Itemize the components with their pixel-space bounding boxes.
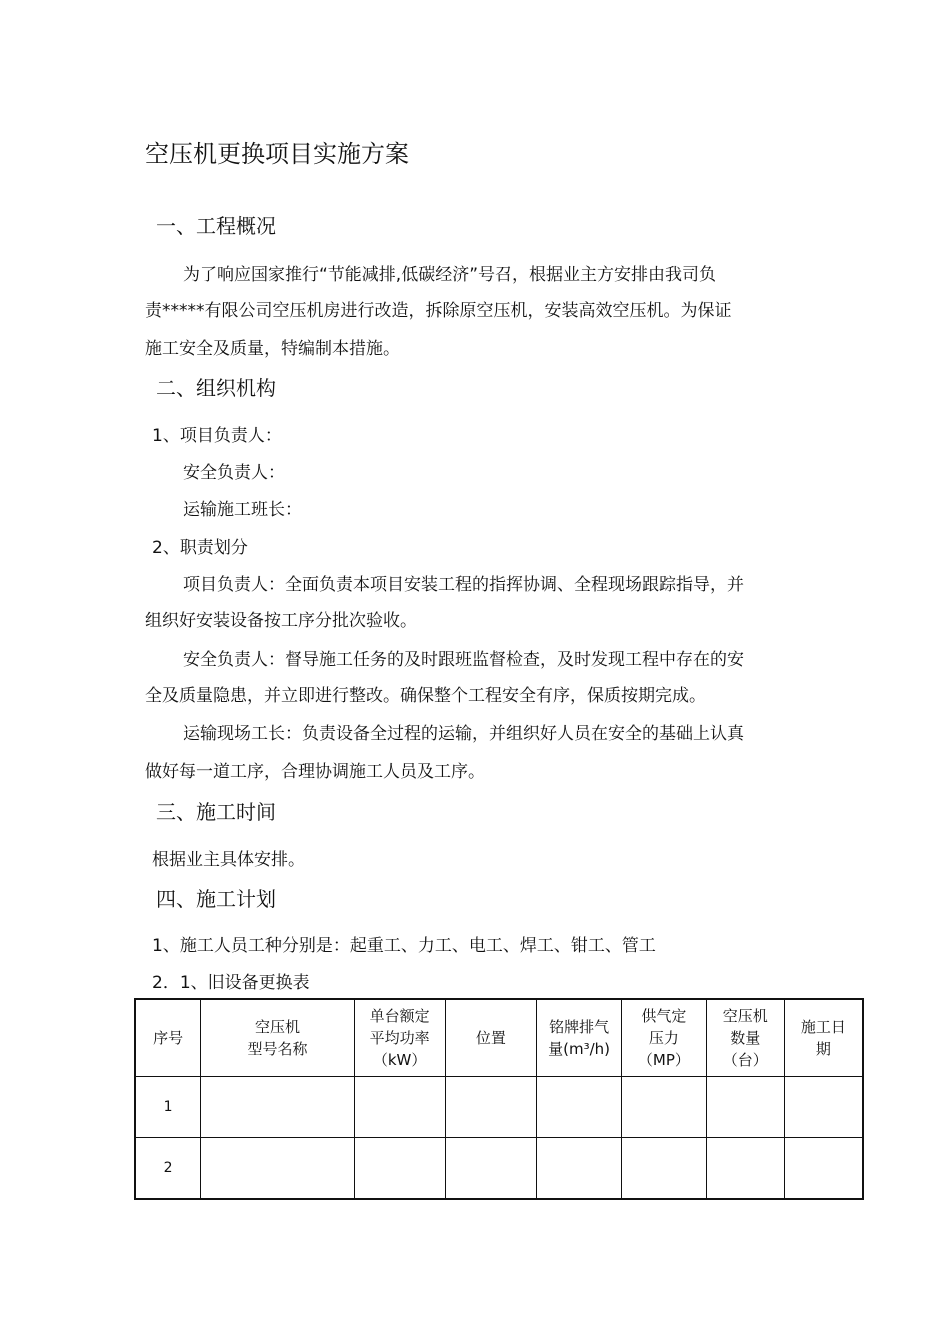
org-item-project-lead: 1、项目负责人：	[152, 426, 282, 446]
table-cell	[622, 1077, 707, 1138]
resp-pm-line-1: 项目负责人：全面负责本项目安装工程的指挥协调、全程现场跟踪指导，并	[183, 575, 744, 595]
page-title: 空压机更换项目实施方案	[145, 140, 409, 168]
resp-safety-line-1: 安全负责人：督导施工任务的及时跟班监督检查，及时发现工程中存在的安	[183, 650, 744, 670]
overview-line-1: 为了响应国家推行“节能减排,低碳经济”号召，根据业主方安排由我司负	[183, 265, 717, 285]
section-heading-organization: 二、组织机构	[156, 376, 276, 400]
table-cell	[706, 1138, 784, 1200]
org-item-transport-lead: 运输施工班长：	[183, 500, 302, 520]
header-model: 空压机 型号名称	[201, 999, 354, 1077]
table-cell	[354, 1138, 445, 1200]
table-cell	[622, 1138, 707, 1200]
overview-line-3: 施工安全及质量，特编制本措施。	[145, 339, 400, 359]
section-heading-overview: 一、工程概况	[156, 214, 276, 238]
resp-transport-line-2: 做好每一道工序，合理协调施工人员及工序。	[145, 762, 485, 782]
header-location: 位置	[445, 999, 537, 1077]
resp-transport-line-1: 运输现场工长：负责设备全过程的运输，并组织好人员在安全的基础上认真	[183, 724, 744, 744]
table-cell	[784, 1138, 863, 1200]
table-row	[135, 1077, 863, 1138]
table-cell: 2	[135, 1138, 201, 1200]
header-date: 施工日 期	[784, 999, 863, 1077]
plan-item-workers: 1、施工人员工种分别是：起重工、力工、电工、焊工、钳工、管工	[152, 936, 656, 956]
table-header-row	[135, 999, 863, 1077]
table-cell	[354, 1077, 445, 1138]
equipment-replacement-table	[134, 998, 864, 1200]
header-pressure: 供气定 压力 （MP）	[622, 999, 707, 1077]
table-cell: 1	[135, 1077, 201, 1138]
table-cell	[201, 1077, 354, 1138]
table-cell	[537, 1138, 622, 1200]
table-cell	[201, 1138, 354, 1200]
plan-item-table-caption: 2．1、旧设备更换表	[152, 973, 310, 993]
schedule-text: 根据业主具体安排。	[152, 850, 305, 870]
header-quantity: 空压机 数量 （台）	[706, 999, 784, 1077]
table-cell	[784, 1077, 863, 1138]
org-item-safety-lead: 安全负责人：	[183, 463, 285, 483]
header-index: 序号	[135, 999, 201, 1077]
section-heading-schedule: 三、施工时间	[156, 800, 276, 824]
table-cell	[706, 1077, 784, 1138]
header-power: 单台额定 平均功率 （kW）	[354, 999, 445, 1077]
header-flow: 铭牌排气 量(m³/h)	[537, 999, 622, 1077]
table-cell	[537, 1077, 622, 1138]
table-row	[135, 1138, 863, 1200]
resp-safety-line-2: 全及质量隐患，并立即进行整改。确保整个工程安全有序，保质按期完成。	[145, 686, 706, 706]
overview-line-2: 责*****有限公司空压机房进行改造，拆除原空压机，安装高效空压机。为保证	[145, 301, 732, 321]
table-cell	[445, 1138, 537, 1200]
table-cell	[445, 1077, 537, 1138]
resp-pm-line-2: 组织好安装设备按工序分批次验收。	[145, 611, 417, 631]
org-item-responsibilities: 2、职责划分	[152, 538, 248, 558]
section-heading-plan: 四、施工计划	[156, 887, 276, 911]
